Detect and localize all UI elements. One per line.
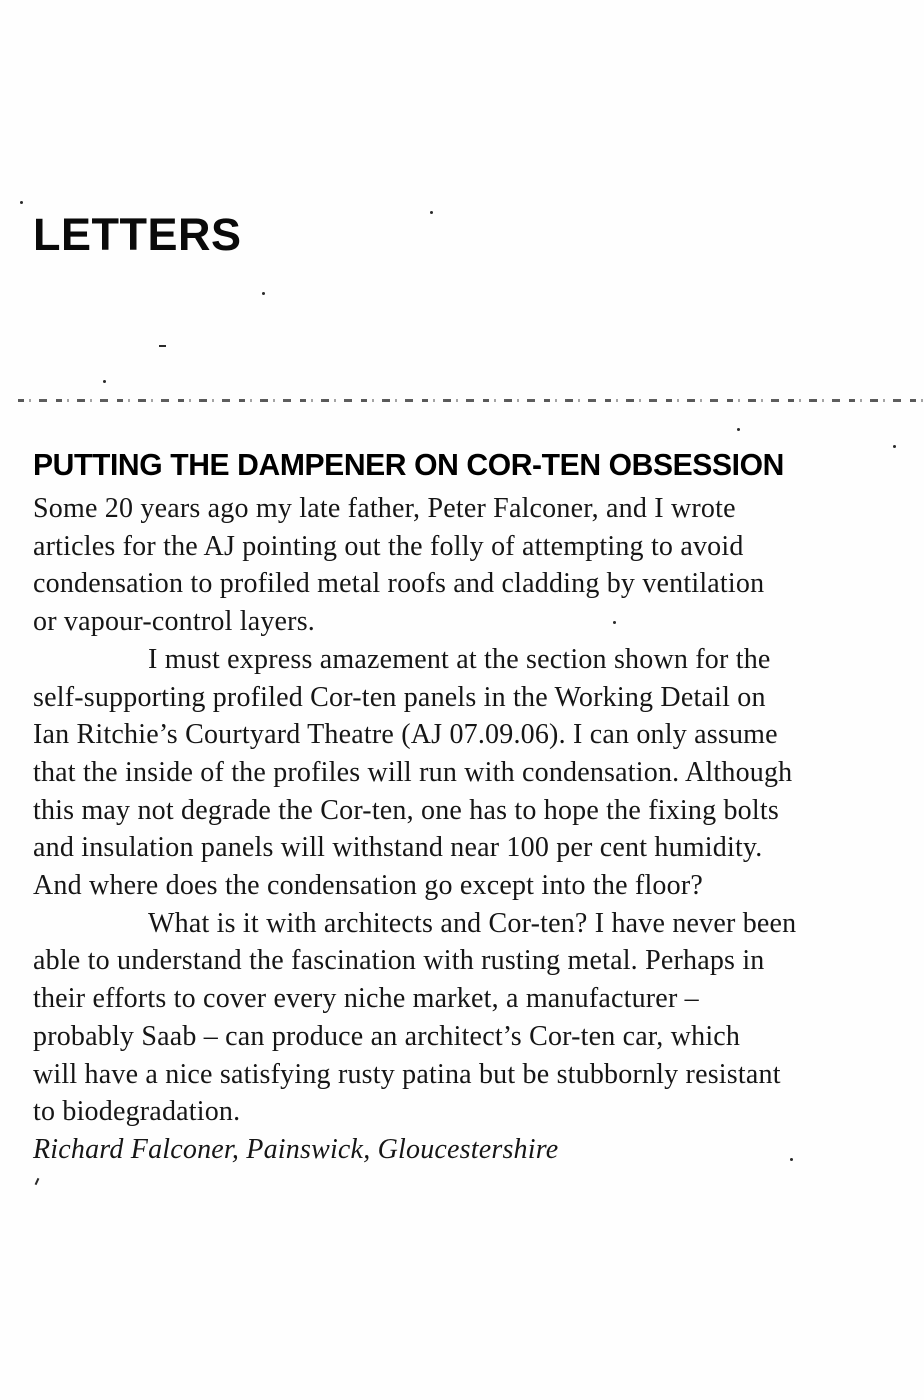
letter-line: their efforts to cover every niche market, a manufacturer –: [33, 983, 699, 1015]
letter-line: Some 20 years ago my late father, Peter Falconer, and I wrote: [33, 493, 736, 524]
scan-speck: [893, 445, 896, 448]
letter-line: I must express amazement at the section shown for the: [148, 643, 771, 675]
scan-speck: [35, 1178, 40, 1185]
scan-speck: [430, 211, 433, 214]
letter-line: able to understand the fascination with rusting metal. Perhaps in: [33, 945, 765, 977]
letter-line: to biodegradation.: [33, 1096, 241, 1128]
letter-line: condensation to profiled metal roofs and cladding by ventilation: [33, 568, 765, 600]
section-title: LETTERS: [33, 209, 242, 260]
letter-line: this may not degrade the Cor-ten, one has to hope the fixing bolts: [33, 794, 779, 826]
letter-line: articles for the AJ pointing out the folly of attempting to avoid: [33, 530, 744, 562]
letter-body: [33, 490, 913, 1169]
scan-speck: [159, 345, 166, 347]
letter-line: probably Saab – can produce an architect’s Cor-ten car, which: [33, 1020, 741, 1052]
scan-speck: [20, 201, 23, 204]
letter-line: that the inside of the profiles will run with condensation. Although: [33, 756, 793, 788]
letter-line: And where does the condensation go except into the floor?: [33, 870, 703, 902]
letter-line: will have a nice satisfying rusty patina but be stubbornly resistant: [33, 1058, 781, 1090]
dashed-divider: [18, 399, 924, 402]
scan-speck: [103, 380, 106, 383]
letter-signature: Richard Falconer, Painswick, Gloucestershire: [33, 1133, 559, 1165]
scan-speck: [790, 1158, 793, 1161]
scan-speck: [737, 428, 740, 431]
letter-headline: PUTTING THE DAMPENER ON COR-TEN OBSESSION: [33, 447, 784, 482]
letter-line: or vapour-control layers.: [33, 606, 316, 638]
scan-speck: [262, 292, 265, 295]
scan-speck: [613, 621, 616, 624]
letter-line: What is it with architects and Cor-ten? I have never been: [148, 907, 797, 939]
letter-line: and insulation panels will withstand near 100 per cent humidity.: [33, 832, 763, 864]
letter-line: self-supporting profiled Cor-ten panels in the Working Detail on: [33, 681, 766, 713]
letter-line: Ian Ritchie’s Courtyard Theatre (AJ 07.09.06). I can only assume: [33, 719, 778, 751]
